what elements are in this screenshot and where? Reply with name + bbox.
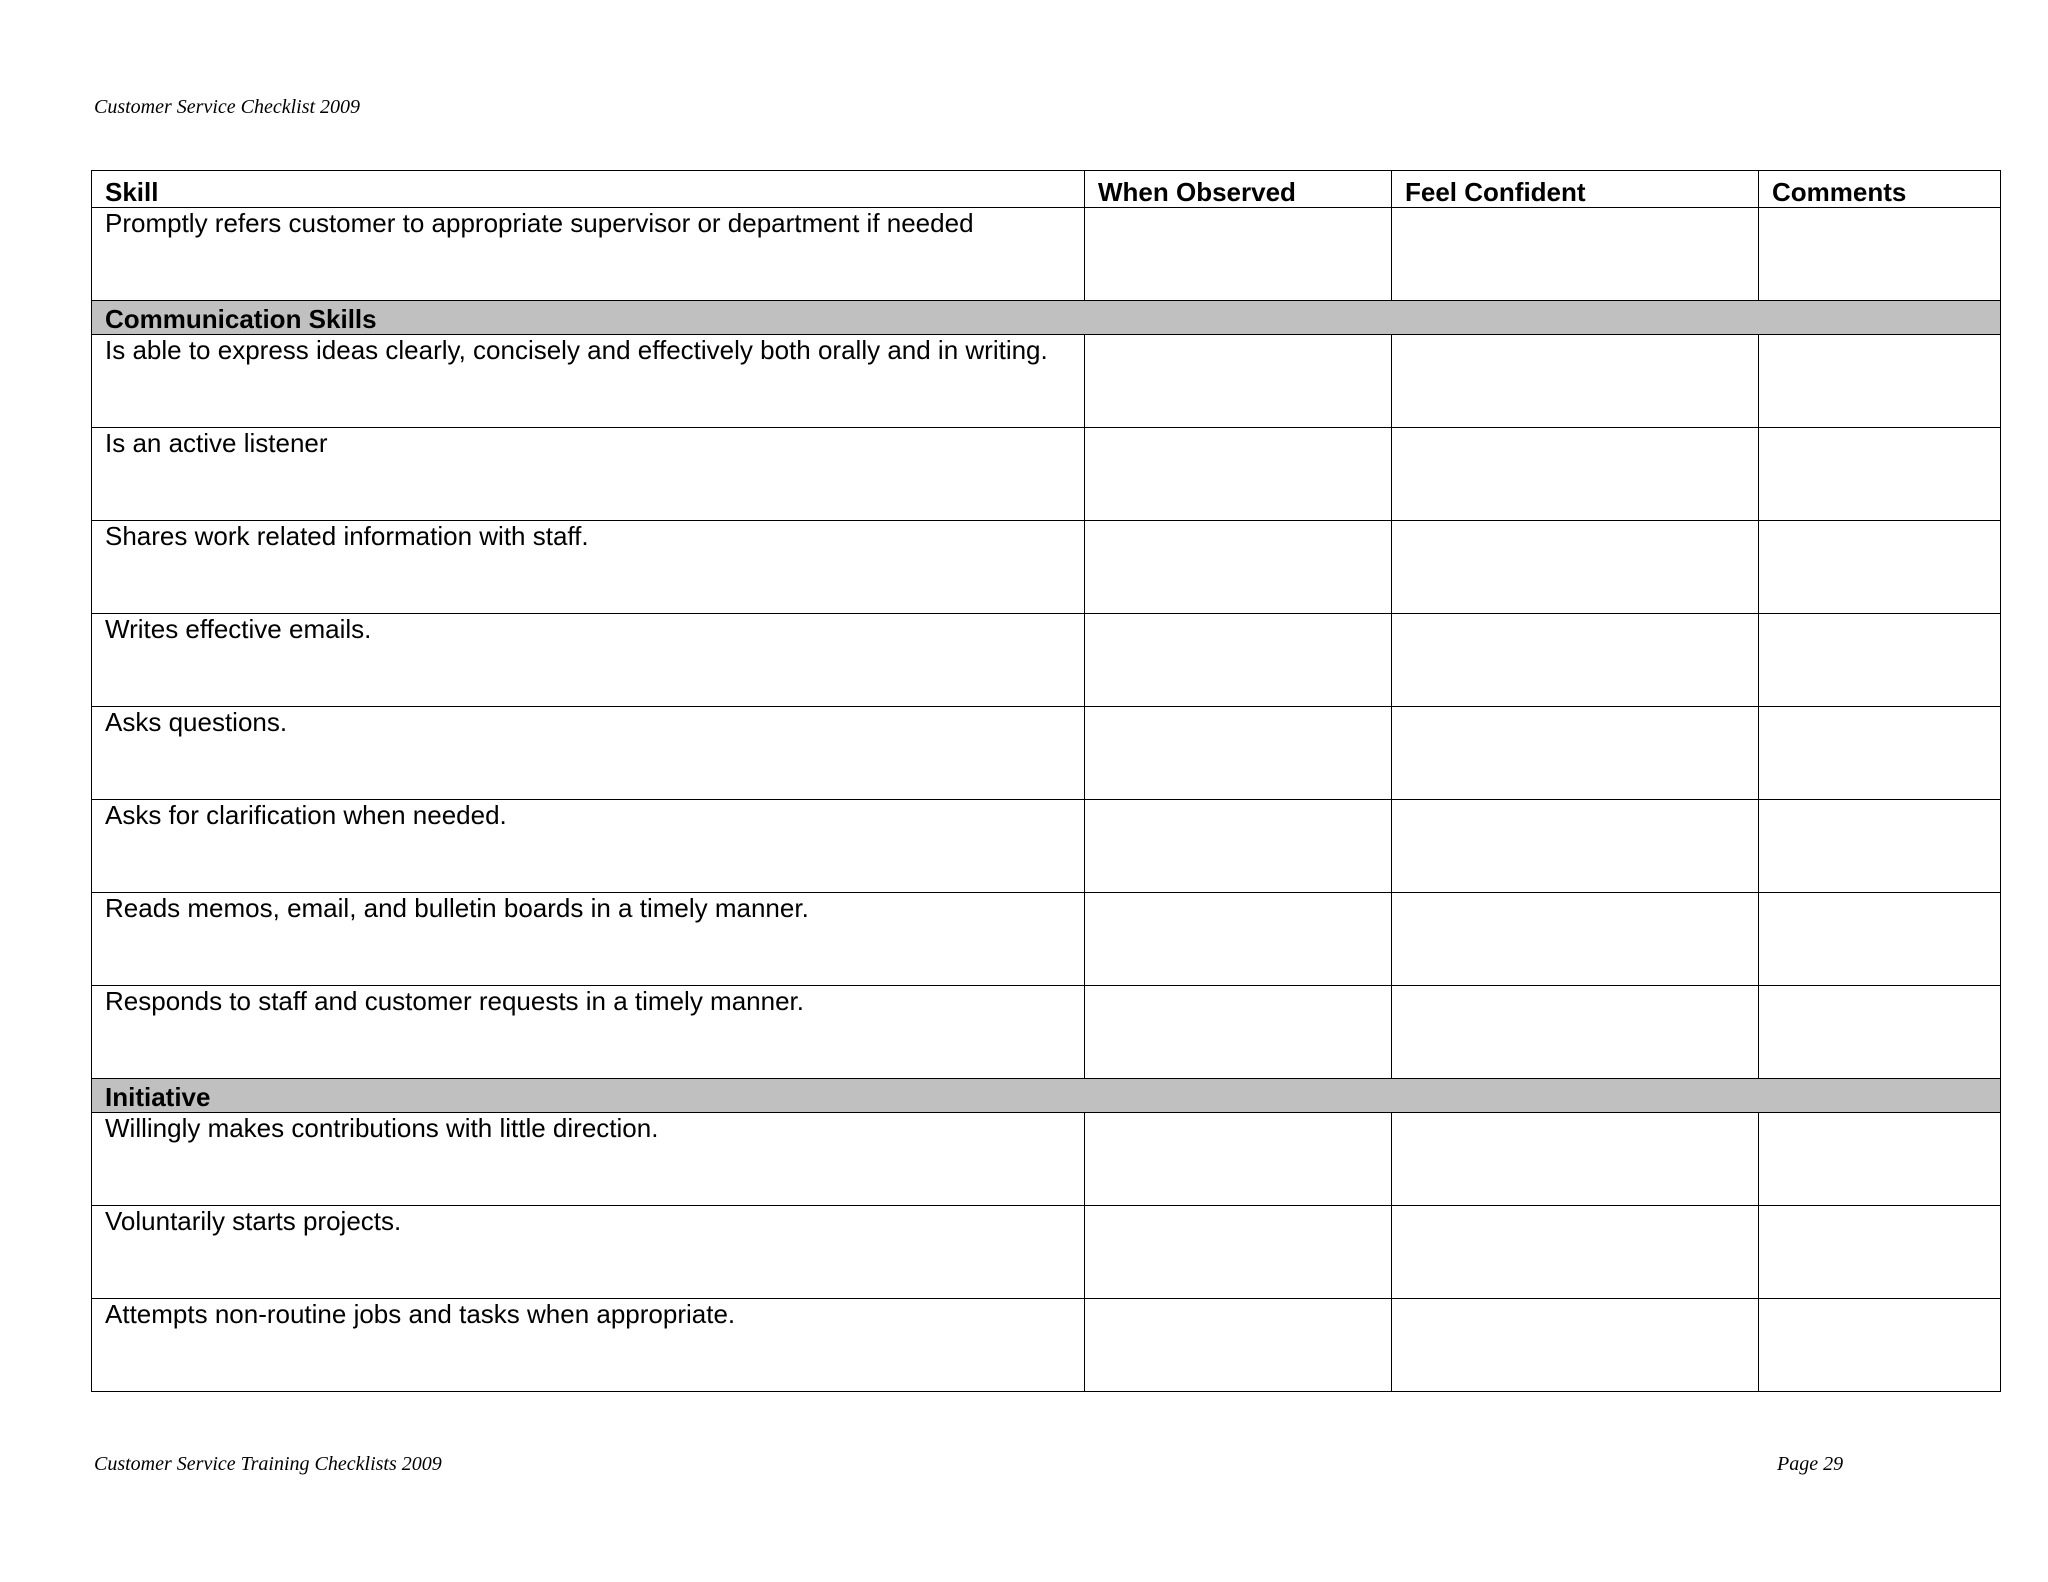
comments-cell[interactable] (1759, 707, 2001, 800)
page-number: Page 29 (1777, 1453, 1844, 1475)
comments-cell[interactable] (1759, 1113, 2001, 1206)
table-row (92, 893, 2001, 986)
feel-confident-cell[interactable] (1392, 521, 1759, 614)
table-row (92, 614, 2001, 707)
feel-confident-cell[interactable] (1392, 707, 1759, 800)
feel-confident-cell[interactable] (1392, 614, 1759, 707)
skill-cell: Willingly makes contributions with little direction. (92, 1113, 1085, 1206)
when-observed-cell[interactable] (1085, 707, 1392, 800)
comments-cell[interactable] (1759, 335, 2001, 428)
table-row (92, 521, 2001, 614)
table-row (92, 208, 2001, 301)
section-heading: Initiative (92, 1079, 2001, 1113)
comments-cell[interactable] (1759, 428, 2001, 521)
when-observed-cell[interactable] (1085, 893, 1392, 986)
feel-confident-cell[interactable] (1392, 986, 1759, 1079)
section-row-communication-skills (92, 301, 2001, 335)
feel-confident-cell[interactable] (1392, 428, 1759, 521)
table-row (92, 707, 2001, 800)
table-header-row (92, 171, 2001, 208)
comments-cell[interactable] (1759, 800, 2001, 893)
skills-checklist-table (91, 170, 2001, 1392)
section-heading: Communication Skills (92, 301, 2001, 335)
skill-cell: Asks for clarification when needed. (92, 800, 1085, 893)
column-header-comments: Comments (1759, 171, 2001, 208)
skill-cell: Shares work related information with staff. (92, 521, 1085, 614)
comments-cell[interactable] (1759, 521, 2001, 614)
feel-confident-cell[interactable] (1392, 1113, 1759, 1206)
table-row (92, 335, 2001, 428)
when-observed-cell[interactable] (1085, 800, 1392, 893)
feel-confident-cell[interactable] (1392, 208, 1759, 301)
when-observed-cell[interactable] (1085, 1206, 1392, 1299)
skill-cell: Attempts non-routine jobs and tasks when appropriate. (92, 1299, 1085, 1392)
when-observed-cell[interactable] (1085, 335, 1392, 428)
when-observed-cell[interactable] (1085, 1299, 1392, 1392)
when-observed-cell[interactable] (1085, 208, 1392, 301)
when-observed-cell[interactable] (1085, 614, 1392, 707)
feel-confident-cell[interactable] (1392, 1299, 1759, 1392)
comments-cell[interactable] (1759, 614, 2001, 707)
feel-confident-cell[interactable] (1392, 800, 1759, 893)
comments-cell[interactable] (1759, 986, 2001, 1079)
table-row (92, 1206, 2001, 1299)
table-row (92, 800, 2001, 893)
column-header-skill: Skill (92, 171, 1085, 208)
feel-confident-cell[interactable] (1392, 1206, 1759, 1299)
column-header-feel-confident: Feel Confident (1392, 171, 1759, 208)
running-header: Customer Service Checklist 2009 (94, 96, 361, 118)
skill-cell: Is able to express ideas clearly, concisely and effectively both orally and in writing. (92, 335, 1085, 428)
when-observed-cell[interactable] (1085, 521, 1392, 614)
feel-confident-cell[interactable] (1392, 893, 1759, 986)
skill-cell: Promptly refers customer to appropriate supervisor or department if needed (92, 208, 1085, 301)
feel-confident-cell[interactable] (1392, 335, 1759, 428)
table-row (92, 1299, 2001, 1392)
comments-cell[interactable] (1759, 893, 2001, 986)
table-row (92, 986, 2001, 1079)
when-observed-cell[interactable] (1085, 986, 1392, 1079)
skill-cell: Asks questions. (92, 707, 1085, 800)
skill-cell: Writes effective emails. (92, 614, 1085, 707)
column-header-when-observed: When Observed (1085, 171, 1392, 208)
footer-title: Customer Service Training Checklists 2009 (94, 1453, 442, 1475)
comments-cell[interactable] (1759, 1299, 2001, 1392)
section-row-initiative (92, 1079, 2001, 1113)
comments-cell[interactable] (1759, 208, 2001, 301)
table-row (92, 1113, 2001, 1206)
comments-cell[interactable] (1759, 1206, 2001, 1299)
skill-cell: Voluntarily starts projects. (92, 1206, 1085, 1299)
skill-cell: Is an active listener (92, 428, 1085, 521)
when-observed-cell[interactable] (1085, 428, 1392, 521)
skill-cell: Reads memos, email, and bulletin boards in a timely manner. (92, 893, 1085, 986)
table-row (92, 428, 2001, 521)
skill-cell: Responds to staff and customer requests in a timely manner. (92, 986, 1085, 1079)
when-observed-cell[interactable] (1085, 1113, 1392, 1206)
